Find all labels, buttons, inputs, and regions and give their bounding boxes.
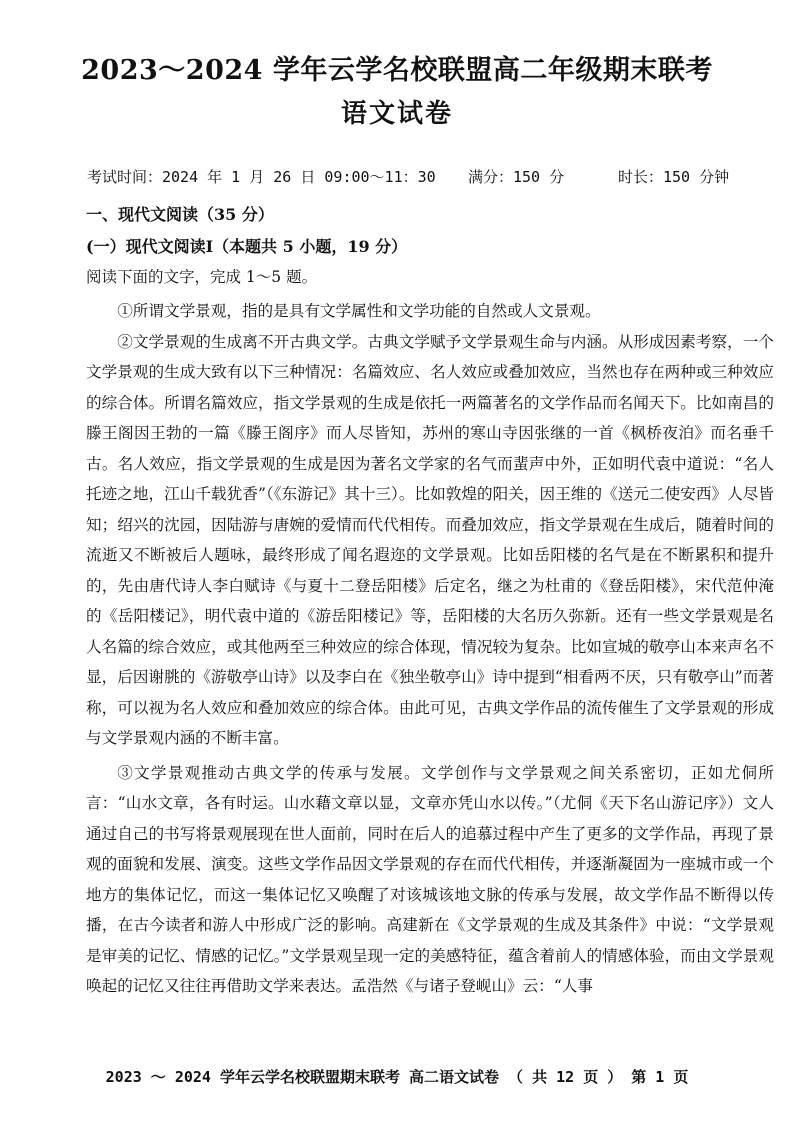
section-heading-reading1: (一）现代文阅读Ⅰ（本题共 5 小题，19 分） bbox=[86, 237, 408, 256]
reading-instruction: 阅读下面的文字，完成 1～5 题。 bbox=[86, 268, 318, 286]
exam-subtitle: 语文试卷 bbox=[340, 99, 453, 129]
section-heading-part1: 一、现代文阅读（35 分） bbox=[86, 205, 274, 224]
exam-title: 2023～2024 学年云学名校联盟高二年级期末联考 bbox=[81, 55, 713, 86]
exam-time: 考试时间：2024 年 1 月 26 日 09:00～11：30 bbox=[87, 168, 436, 186]
page-footer: 2023 ～ 2024 学年云学名校联盟期末联考 高二语文试卷 （ 共 12 页 ） 第 1 页 bbox=[105, 1068, 689, 1086]
passage-body bbox=[86, 296, 774, 1002]
exam-duration: 时长：150 分钟 bbox=[618, 168, 730, 186]
passage-paragraph-3: ③文学景观推动古典文学的传承与发展。文学创作与文学景观之间关系密切，正如尤侗所言：“山水文章，各有时运。山水藉文章以显，文章亦凭山水以传。”（尤侗《天下名山游记序》）文人通过自己的书写将景观展现在世人面前，同时在后人的追慕过程中产生了更多的文学作品，再现了景观的面貌和发展、演变。这些文学作品因文学景观的存在而代代相传，并逐渐凝固为一座城市或一个地方的集体记忆，而这一集体记忆又唤醒了对该城该地文脉的传承与发展，故文学作品不断得以传播，在古今读者和游人中形成广泛的影响。高建新在《文学景观的生成及其条件》中说：“文学景观是审美的记忆、情感的记忆。”文学景观呈现一定的美感特征，蕴含着前人的情感体验，而由文学景观唤起的记忆又往往再借助文学来表达。孟浩然《与诸子登岘山》云：“人事 bbox=[86, 763, 774, 995]
passage-paragraph-1: ①所谓文学景观，指的是具有文学属性和文学功能的自然或人文景观。 bbox=[117, 302, 601, 320]
passage-paragraph-2: ②文学景观的生成离不开古典文学。古典文学赋予文学景观生命与内涵。从形成因素考察，一个文学景观的生成大致有以下三种情况：名篇效应、名人效应或叠加效应，当然也存在两种或三种效应的综合体。所谓名篇效应，指文学景观的生成是依托一两篇著名的文学作品而名闻天下。比如南昌的滕王阁因王勃的一篇《滕王阁序》而人尽皆知，苏州的寒山寺因张继的一首《枫桥夜泊》而名垂千古。名人效应，指文学景观的生成是因为著名文学家的名气而蜚声中外，正如明代袁中道说：“名人托迹之地，江山千载犹香”（《东游记》其十三）。比如敦煌的阳关，因王维的《送元二使安西》人尽皆知；绍兴的沈园，因陆游与唐婉的爱情而代代相传。而叠加效应，指文学景观在生成后，随着时间的流逝又不断被后人题咏，最终形成了闻名遐迩的文学景观。比如岳阳楼的名气是在不断累积和提升的，先由唐代诗人李白赋诗《与夏十二登岳阳楼》后定名，继之为杜甫的《登岳阳楼》，宋代范仲淹的《岳阳楼记》，明代袁中道的《游岳阳楼记》等，岳阳楼的大名历久弥新。还有一些文学景观是名人名篇的综合效应，或其他两至三种效应的综合体现，情况较为复杂。比如宣城的敬亭山本来声名不显，后因谢朓的《游敬亭山诗》以及李白在《独坐敬亭山》诗中提到“相看两不厌，只有敬亭山”而著称，可以视为名人效应和叠加效应的综合体。由此可见，古典文学作品的流传催生了文学景观的形成与文学景观内涵的不断丰富。 bbox=[86, 332, 774, 747]
full-score: 满分：150 分 bbox=[468, 168, 565, 186]
